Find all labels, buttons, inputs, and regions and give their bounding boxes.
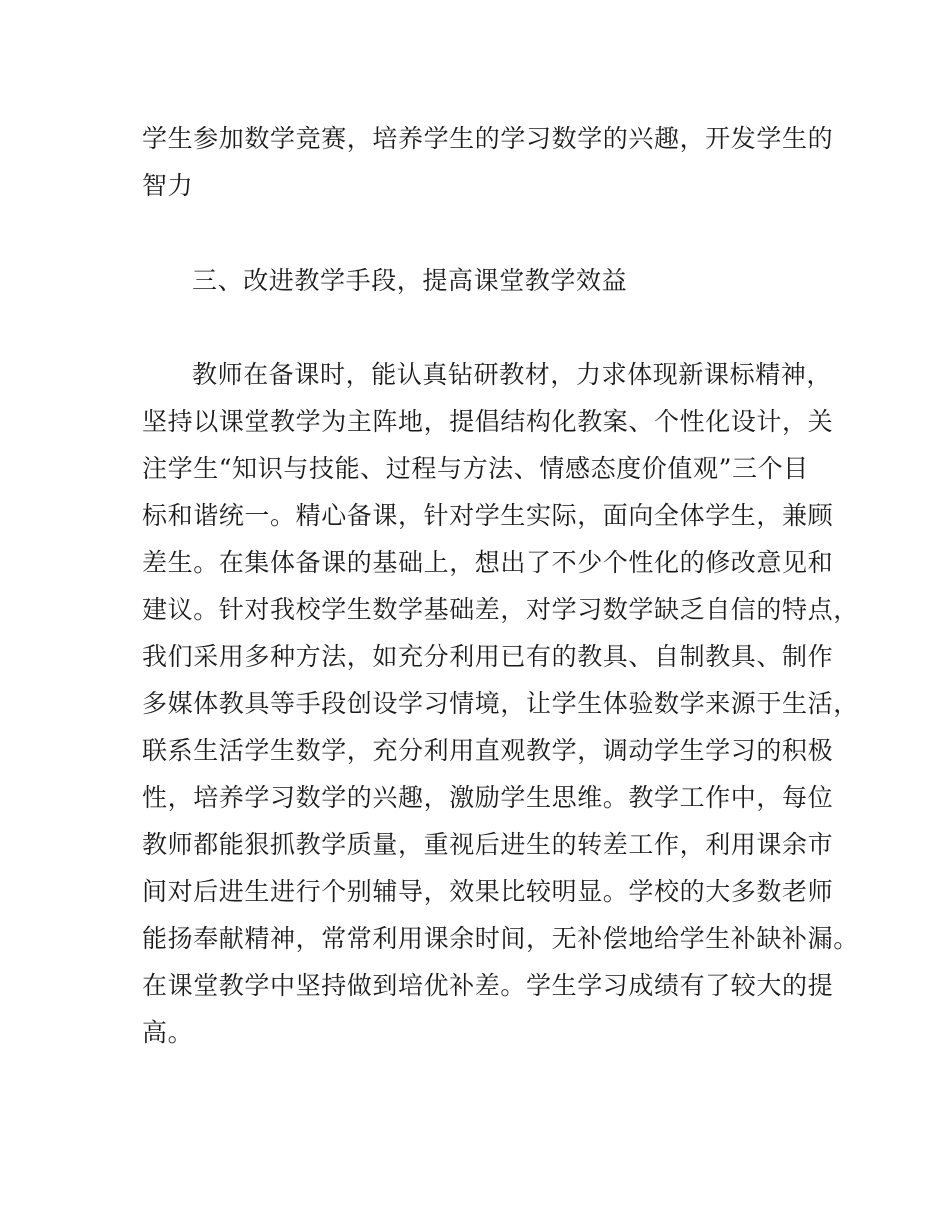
- paragraph-line: 能扬奉献精神，常常利用课余时间，无补偿地给学生补缺补漏。: [142, 924, 859, 953]
- paragraph-line: 标和谐统一。精心备课，针对学生实际，面向全体学生，兼顾: [142, 501, 834, 530]
- paragraph-line: 教师在备课时，能认真钻研教材，力求体现新课标精神，: [192, 360, 833, 389]
- paragraph-line: 多媒体教具等手段创设学习情境，让学生体验数学来源于生活，: [142, 689, 859, 718]
- paragraph-line: 学生参加数学竞赛，培养学生的学习数学的兴趣，开发学生的: [142, 124, 834, 153]
- paragraph-line: 智力: [142, 171, 194, 200]
- paragraph-line: 联系生活学生数学，充分利用直观教学，调动学生学习的积极: [142, 736, 834, 765]
- paragraph-line: 建议。针对我校学生数学基础差，对学习数学缺乏自信的特点，: [142, 595, 859, 624]
- paragraph-line: 性，培养学习数学的兴趣，激励学生思维。教学工作中，每位: [142, 783, 834, 812]
- paragraph-line: 间对后进生进行个别辅导，效果比较明显。学校的大多数老师: [142, 877, 834, 906]
- paragraph-line: 在课堂教学中坚持做到培优补差。学生学习成绩有了较大的提: [142, 971, 834, 1000]
- paragraph-line: 高。: [142, 1018, 194, 1047]
- section-heading: 三、改进教学手段，提高课堂教学效益: [192, 266, 628, 295]
- paragraph-line: 坚持以课堂教学为主阵地，提倡结构化教案、个性化设计，关: [142, 407, 834, 436]
- paragraph-line: 教师都能狠抓教学质量，重视后进生的转差工作，利用课余市: [142, 830, 834, 859]
- paragraph-line: 注学生“知识与技能、过程与方法、情感态度价值观”三个目: [142, 454, 809, 483]
- paragraph-line: 差生。在集体备课的基础上，想出了不少个性化的修改意见和: [142, 548, 834, 577]
- paragraph-line: 我们采用多种方法，如充分利用已有的教具、自制教具、制作: [142, 642, 834, 671]
